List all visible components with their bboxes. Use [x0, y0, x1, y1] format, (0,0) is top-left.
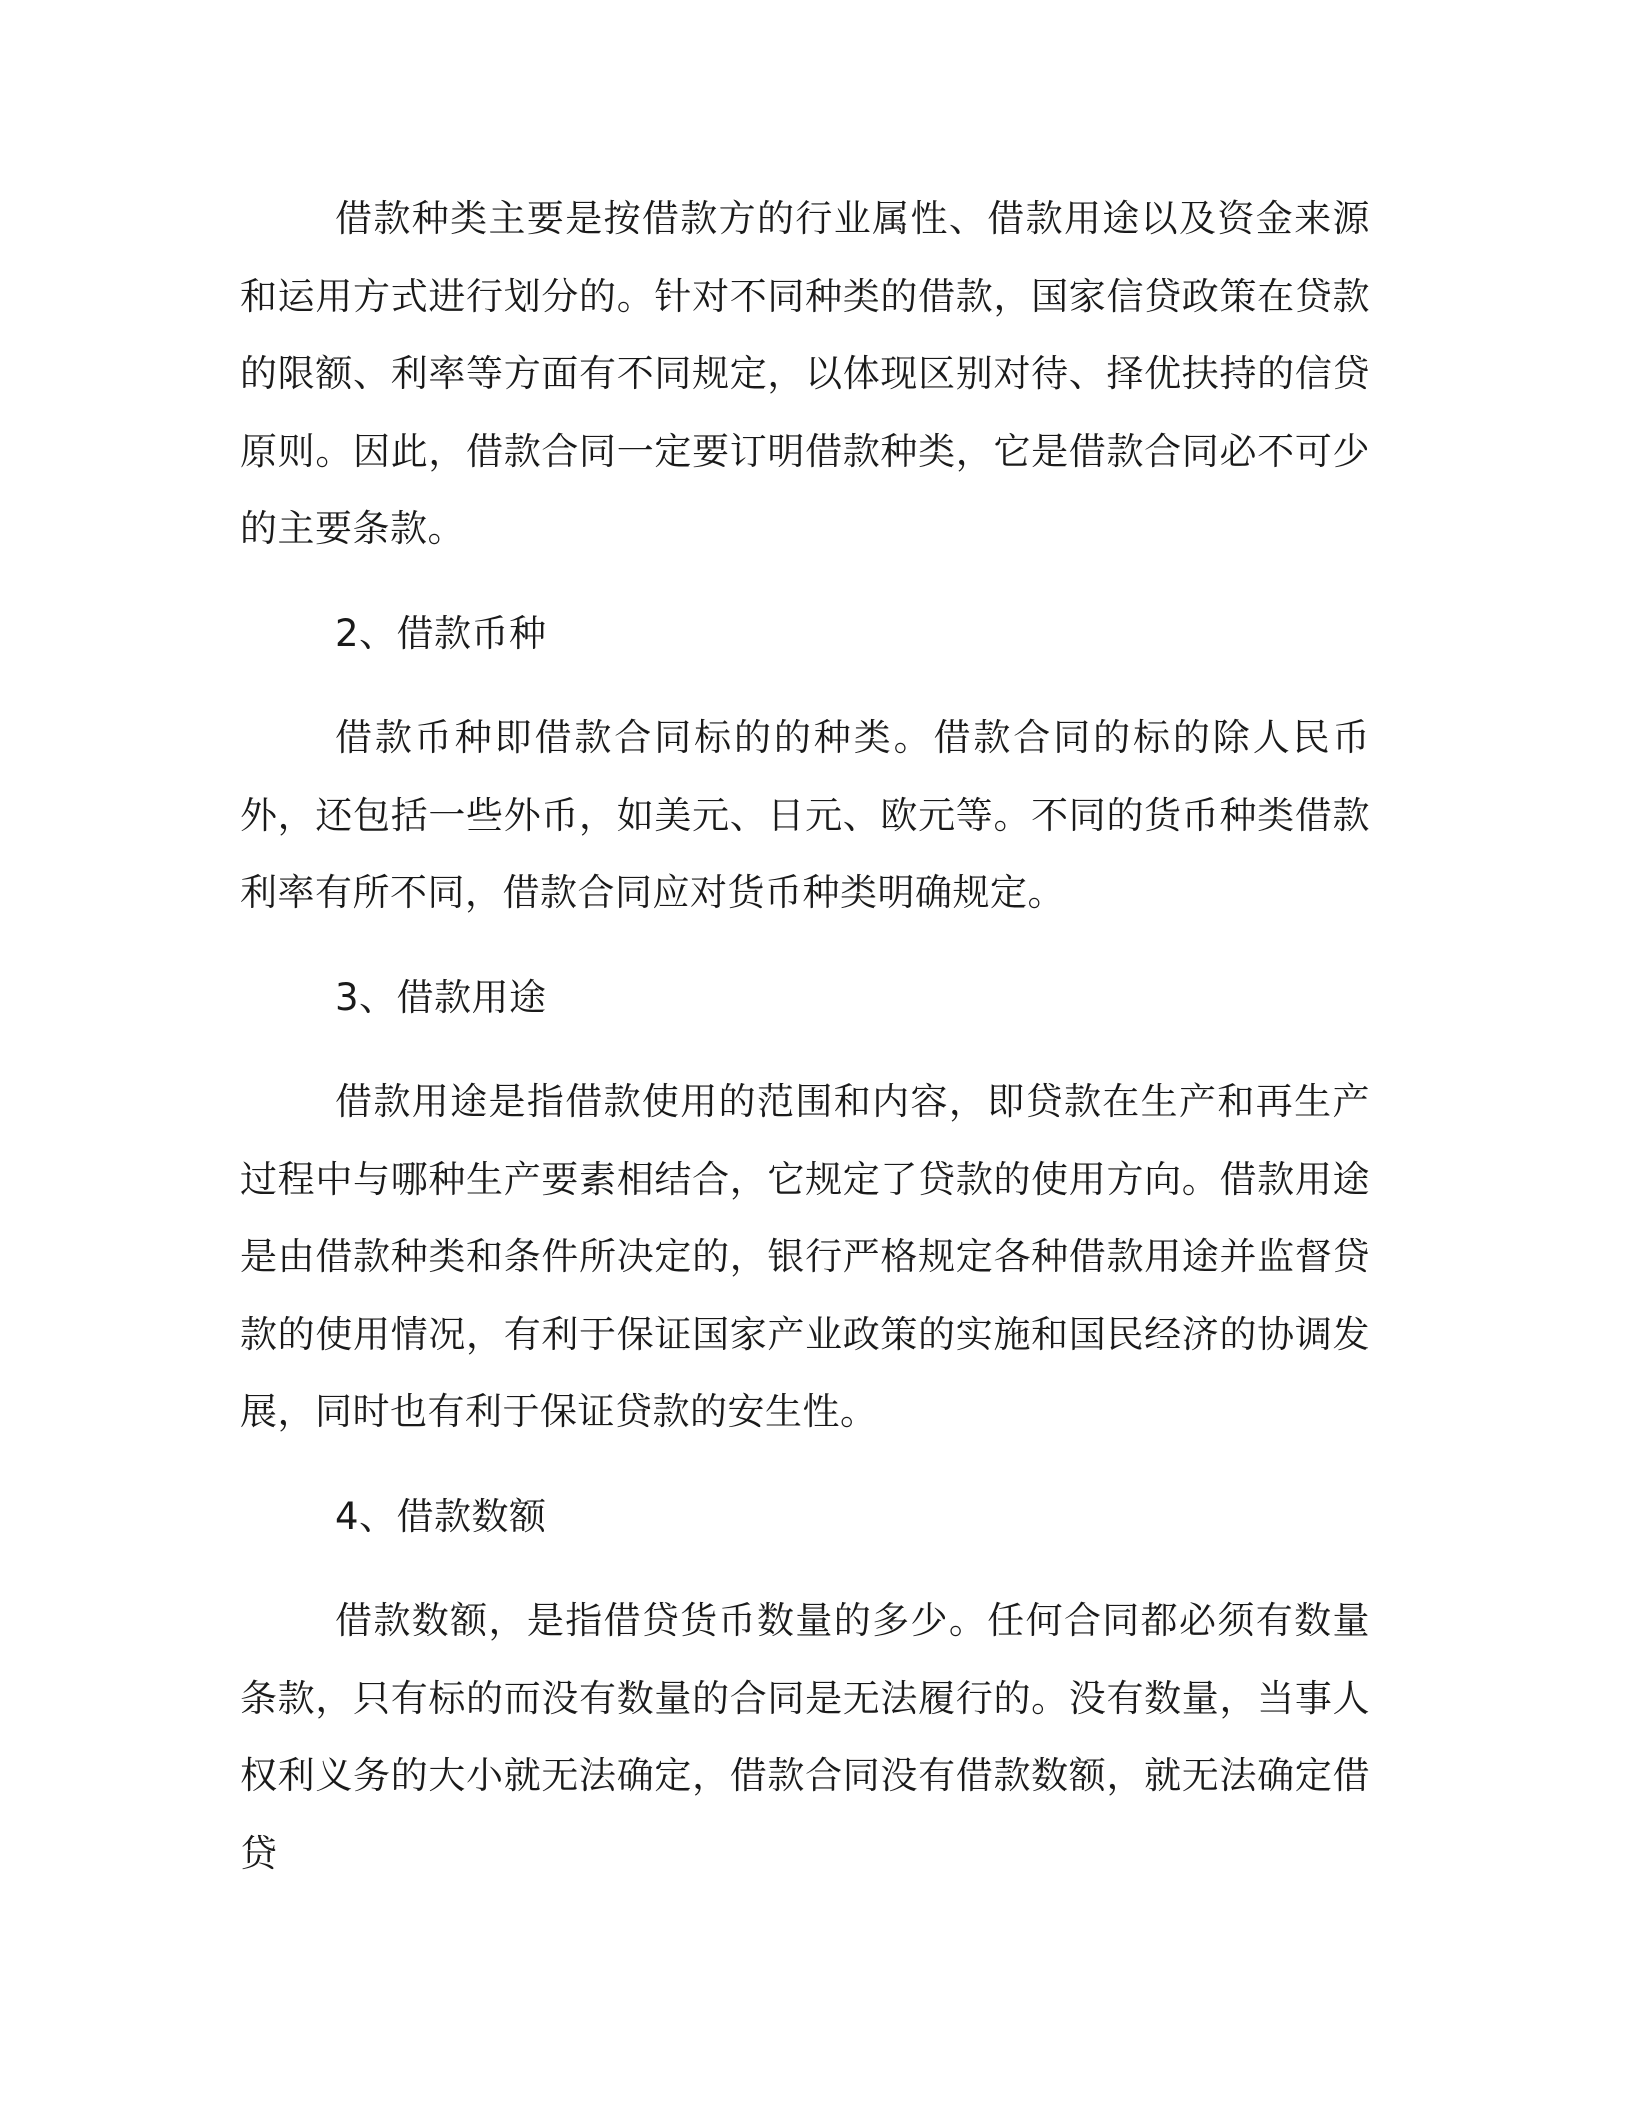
- heading-loan-purpose: 3、借款用途: [335, 975, 547, 1019]
- paragraph-loan-amount: 借款数额，是指借贷货币数量的多少。任何合同都必须有数量条款，只有标的而没有数量的合同是无法履行的。没有数量，当事人权利义务的大小就无法确定，借款合同没有借款数额，就无法确定借贷: [240, 1599, 1370, 1875]
- paragraph-loan-purpose: 借款用途是指借款使用的范围和内容，即贷款在生产和再生产过程中与哪种生产要素相结合，它规定了贷款的使用方向。借款用途是由借款种类和条件所决定的，银行严格规定各种借款用途并监督贷款的使用情况，有利于保证国家产业政策的实施和国民经济的协调发展，同时也有利于保证贷款的安生性。: [240, 1080, 1370, 1433]
- heading-loan-currency: 2、借款币种: [335, 611, 547, 655]
- paragraph-loan-types: 借款种类主要是按借款方的行业属性、借款用途以及资金来源和运用方式进行划分的。针对不同种类的借款，国家信贷政策在贷款的限额、利率等方面有不同规定，以体现区别对待、择优扶持的信贷原则。因此，借款合同一定要订明借款种类，它是借款合同必不可少的主要条款。: [240, 197, 1370, 550]
- heading-loan-amount: 4、借款数额: [335, 1494, 547, 1538]
- paragraph-loan-currency: 借款币种即借款合同标的的种类。借款合同的标的除人民币外，还包括一些外币，如美元、日元、欧元等。不同的货币种类借款利率有所不同，借款合同应对货币种类明确规定。: [240, 716, 1370, 914]
- document-page: [240, 180, 1370, 1892]
